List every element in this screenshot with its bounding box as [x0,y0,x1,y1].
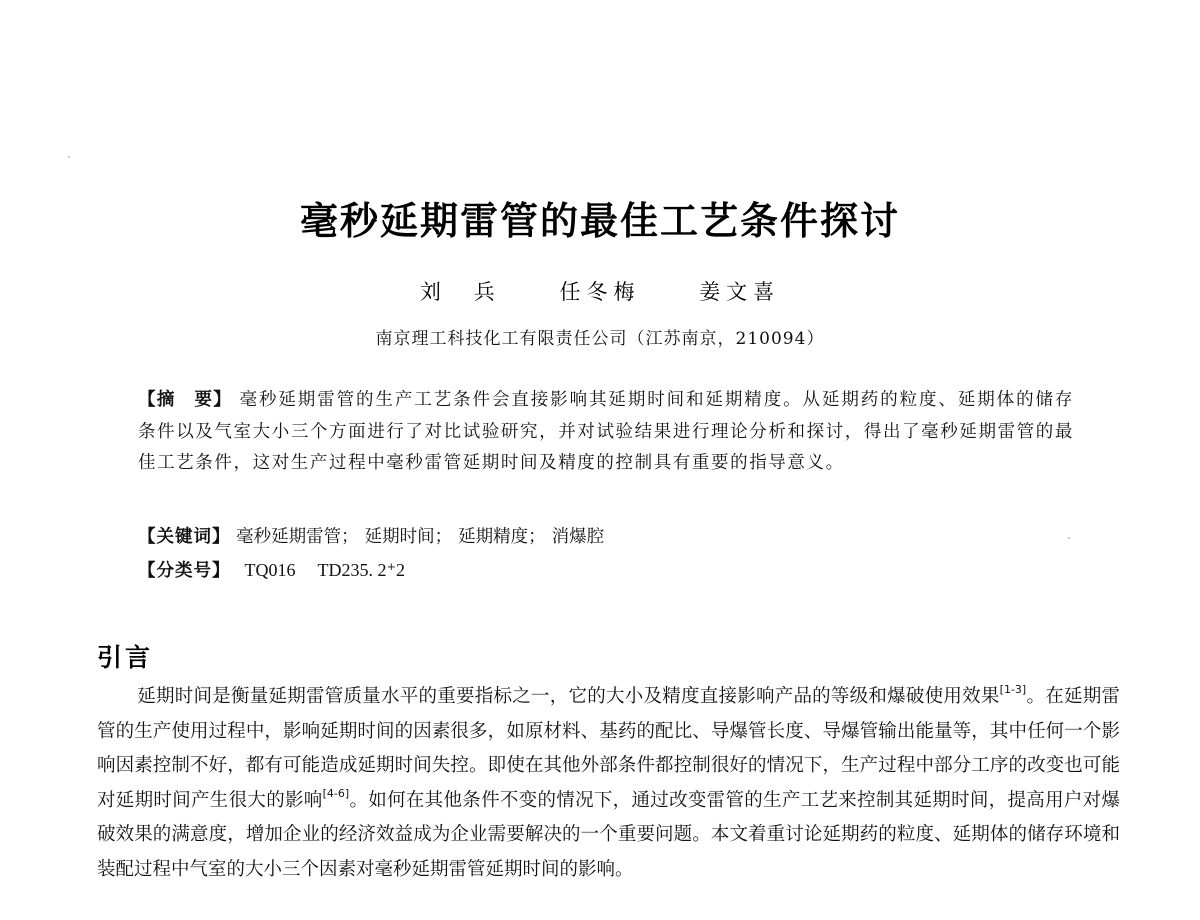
keyword-separator: ； [434,527,453,547]
body-segment: 。如何在其他条件不变的情况下，通过改变雷管的生产工艺来控制其延期时间，提高用户对爆破效果的满意度，增加企业的经济效益成为企业需要解决的一个重要问题。本文着重讨论延期药的粒度、延期体的储存环境和装配过程中气室的大小三个因素对毫秒延期雷管延期时间的影响。 [97,789,1120,880]
citation-ref: [4-6] [322,786,350,800]
keyword: 延期精度 [458,527,529,547]
scan-speck [68,156,70,158]
body-segment: 延期时间是衡量延期雷管质量水平的重要指标之一，它的大小及精度直接影响产品的等级和爆破使用效果 [137,686,1000,707]
author-name: 姜文喜 [699,280,781,304]
classification-label: 【分类号】 [138,561,231,581]
keyword-separator: ； [341,527,359,547]
body-segment: 。在延期雷管的生产使用过程中，影响延期时间的因素很多，如原材料、基药的配比、导爆管长度、导爆管输出能量等，其中任何一个影响因素控制不好，都有可能造成延期时间失控。即使在其他外部条件都控制很好的情况下，生产过程中部分工序的改变也可能对延期时间产生很大的影响 [97,686,1120,811]
classification-row [138,557,1038,582]
classification-code: TD235. 2⁺2 [317,560,405,580]
affiliation: 南京理工科技化工有限责任公司（江苏南京，210094） [375,329,825,349]
keyword: 毫秒延期雷管 [236,527,342,547]
section-body [97,680,1120,887]
keywords-label: 【关键词】 [138,527,231,547]
keyword: 消爆腔 [551,527,605,547]
paper-title: 毫秒延期雷管的最佳工艺条件探讨 [299,199,900,243]
keyword: 延期时间 [364,527,435,547]
section-heading: 引言 [97,643,154,672]
abstract-block [138,385,1074,480]
scan-speck [1068,537,1070,539]
author-list [0,276,1200,306]
abstract-text: 毫秒延期雷管的生产工艺条件会直接影响其延期时间和延期精度。从延期药的粒度、延期体的储存条件以及气室大小三个方面进行了对比试验研究，并对试验结果进行理论分析和探讨，得出了毫秒延期雷管的最佳工艺条件，这对生产过程中毫秒雷管延期时间及精度的控制具有重要的指导意义。 [138,390,1075,473]
keyword-separator: ； [528,527,546,547]
classification-code: TQ016 [244,560,296,580]
citation-ref: [1-3] [999,683,1027,696]
author-name: 刘 兵 [419,280,501,304]
keywords-row [138,523,1038,548]
abstract-label: 【摘 要】 [138,390,233,410]
author-name: 任冬梅 [559,280,641,304]
